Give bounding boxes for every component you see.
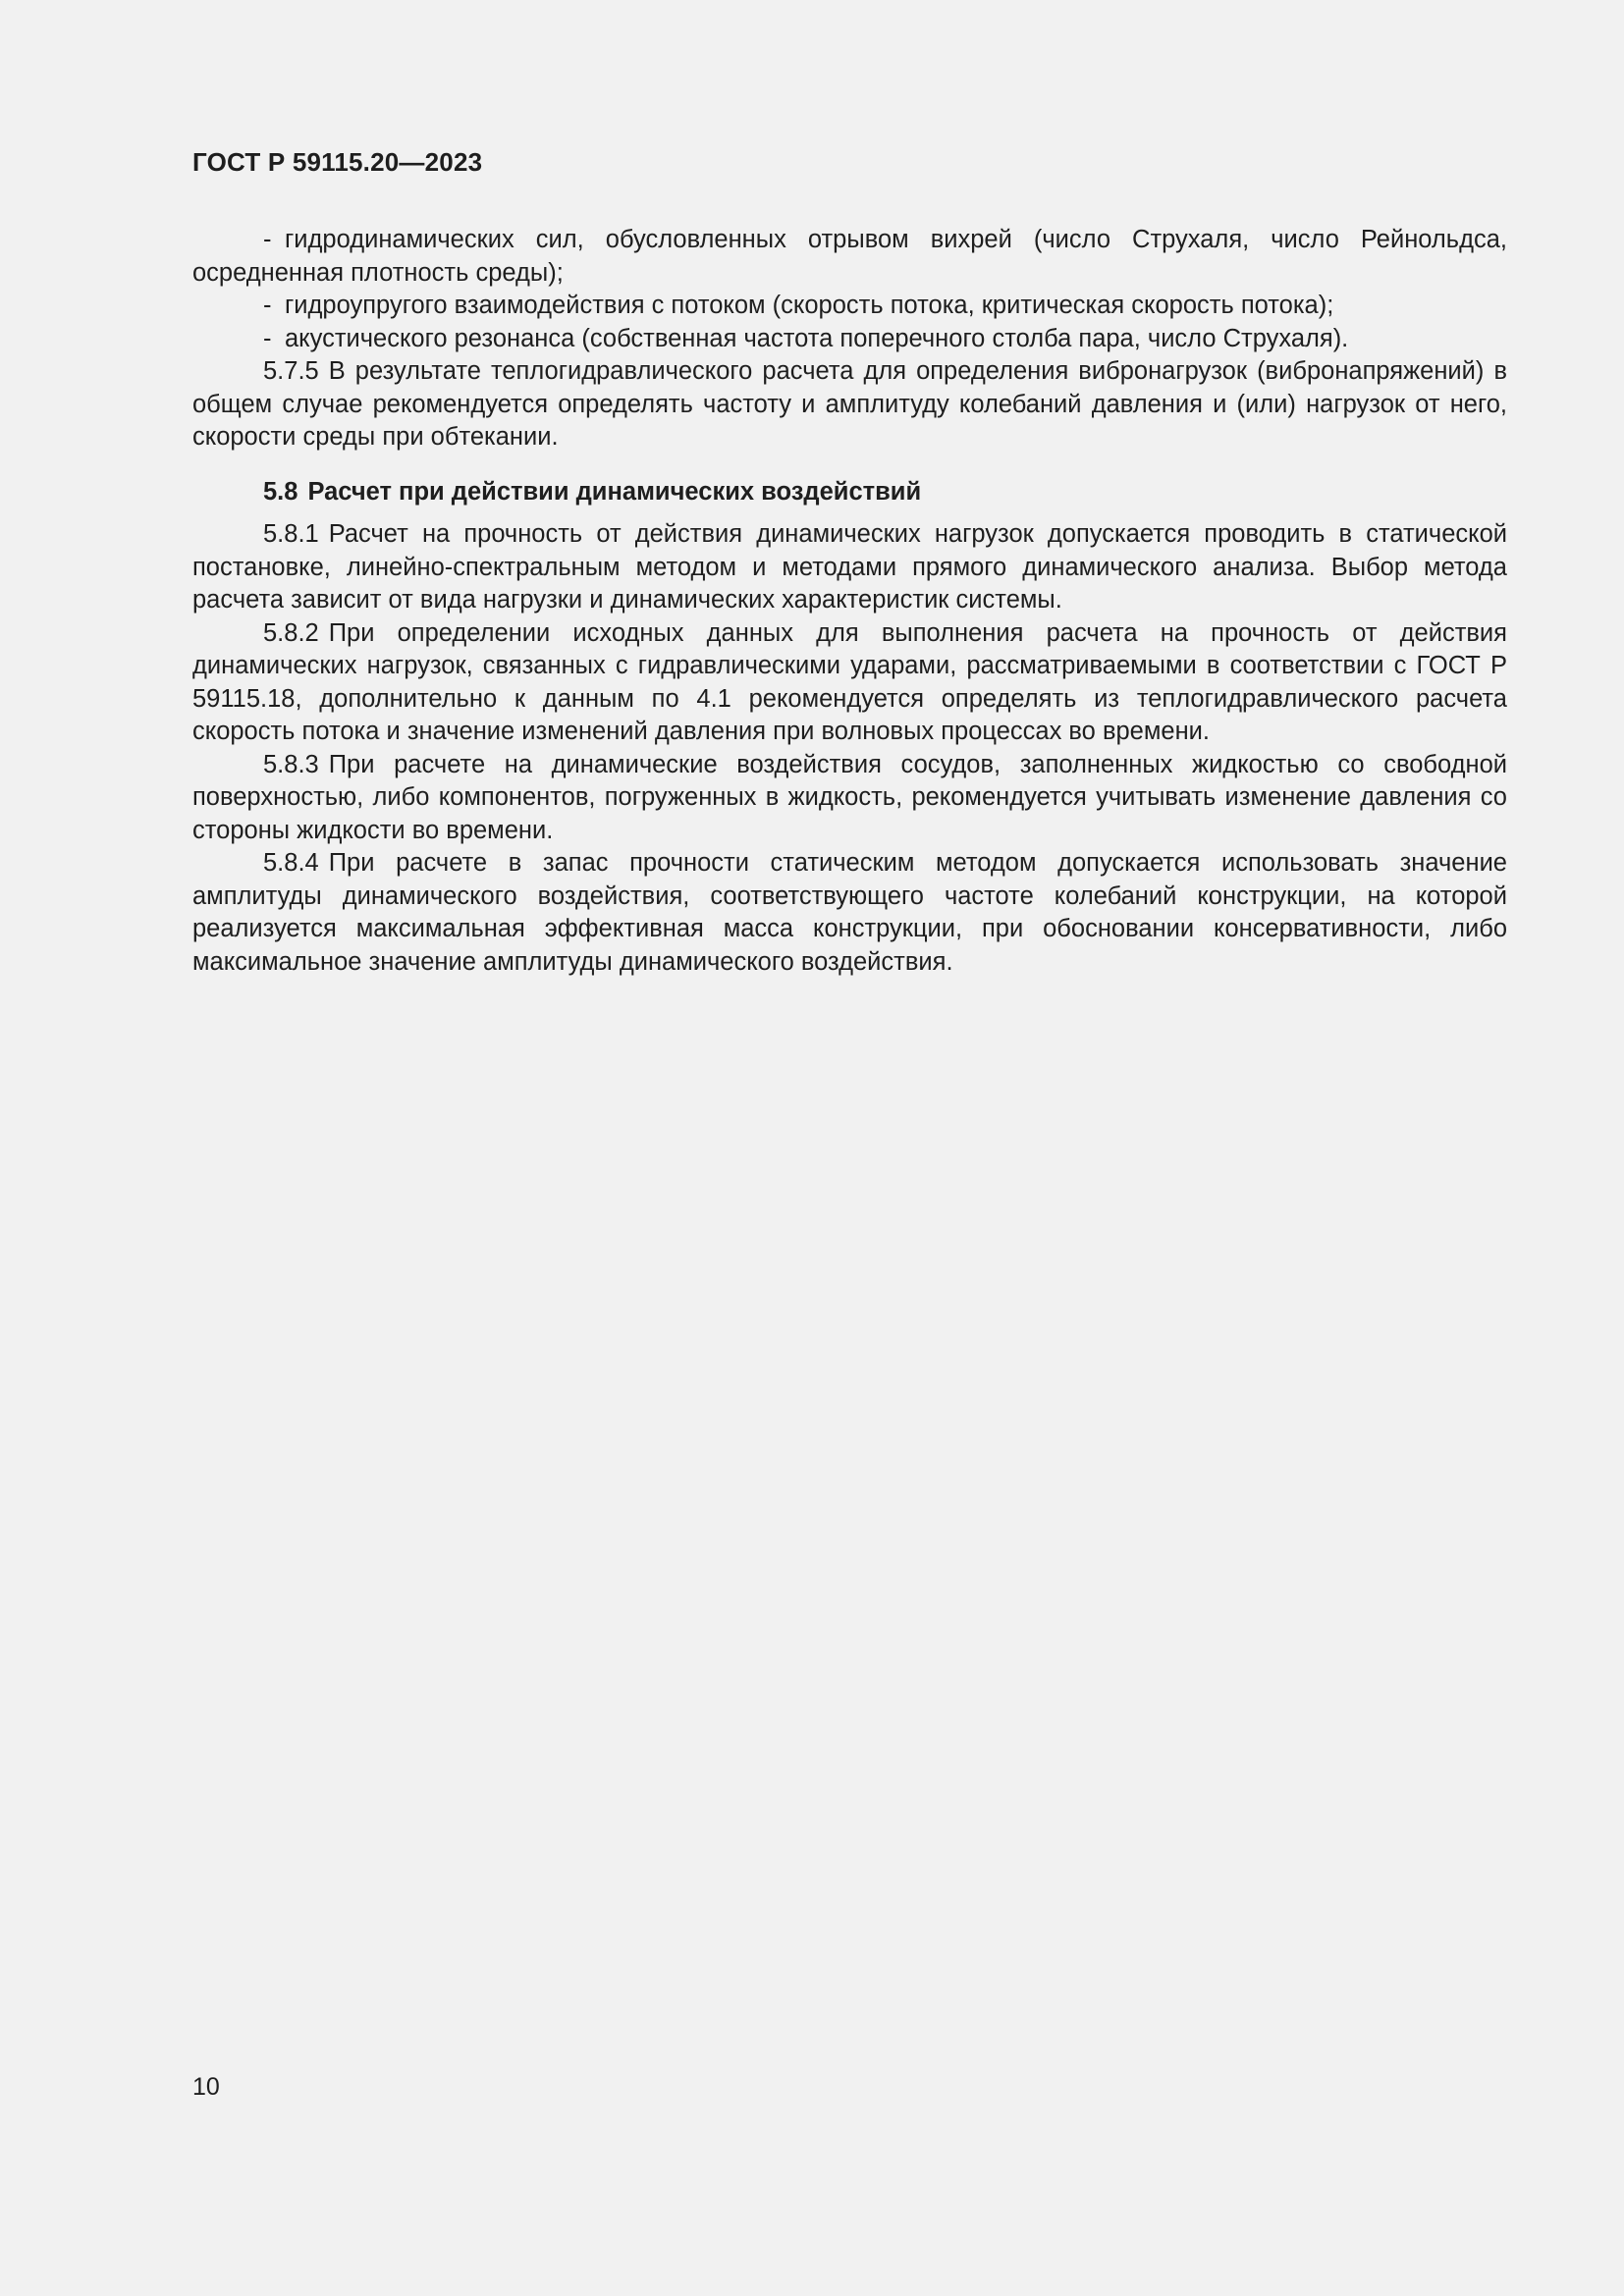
- paragraph-text: При расчете на динамические воздействия сосудов, заполненных жидкостью со свободной поверхностью, либо компонентов, погруженных в жидкость, рекомендуется учитывать изменение давления со стороны жидкости во времени.: [192, 750, 1507, 844]
- list-item-text: гидродинамических сил, обусловленных отрывом вихрей (число Струхаля, число Рейнольдса, осредненная плотность среды);: [192, 226, 1507, 287]
- list-item-text: акустического резонанса (собственная частота поперечного столба пара, число Струхаля).: [285, 324, 1349, 352]
- paragraph-5-7-5: [192, 355, 1507, 454]
- page-number: 10: [192, 2073, 220, 2101]
- document-header: ГОСТ Р 59115.20—2023: [192, 147, 483, 177]
- list-item: [192, 323, 1507, 356]
- paragraph-number: 5.8.2: [263, 618, 319, 647]
- list-item: [192, 224, 1507, 290]
- paragraph-number: 5.8.3: [263, 750, 319, 778]
- paragraph-number: 5.8.4: [263, 849, 319, 877]
- paragraph-text: При определении исходных данных для выполнения расчета на прочность от действия динамических нагрузок, связанных с гидравлическими ударами, рассматриваемыми в соответствии с ГОСТ Р 59115.18, дополнительно к данным по 4.1 рекомендуется определять из теплогидравлического расчета скорость потока и значение изменений давления при волновых процессах во времени.: [192, 618, 1507, 745]
- paragraph-5-8-2: [192, 617, 1507, 749]
- paragraph-text: При расчете в запас прочности статическим методом допускается использовать значение амплитуды динамического воздействия, соответствующего частоте колебаний конструкции, на которой реализуется максимальная эффективная масса конструкции, при обосновании консервативности, либо максимальное значение амплитуды динамического воздействия.: [192, 849, 1507, 976]
- paragraph-5-8-3: [192, 749, 1507, 848]
- list-dash: -: [263, 292, 272, 319]
- section-title: Расчет при действии динамических воздействий: [307, 477, 922, 506]
- paragraph-text: Расчет на прочность от действия динамических нагрузок допускается проводить в статической постановке, линейно-спектральным методом и методами прямого динамического анализа. Выбор метода расчета зависит от вида нагрузки и динамических характеристик системы.: [192, 520, 1507, 614]
- list-dash: -: [263, 226, 272, 253]
- paragraph-number: 5.8.1: [263, 520, 319, 548]
- section-heading-5-8: [192, 476, 1507, 509]
- section-number: 5.8: [263, 477, 298, 506]
- paragraph-5-8-4: [192, 847, 1507, 979]
- list-item-text: гидроупругого взаимодействия с потоком (скорость потока, критическая скорость потока);: [285, 292, 1334, 319]
- paragraph-text: В результате теплогидравлического расчета для определения вибронагрузок (вибронапряжений) в общем случае рекомендуется определять частоту и амплитуду колебаний давления и (или) нагрузок от него, скорости среды при обтекании.: [192, 357, 1507, 451]
- list-dash: -: [263, 324, 272, 352]
- paragraph-5-8-1: [192, 518, 1507, 617]
- list-item: [192, 290, 1507, 323]
- document-body: [192, 224, 1507, 979]
- paragraph-number: 5.7.5: [263, 357, 319, 385]
